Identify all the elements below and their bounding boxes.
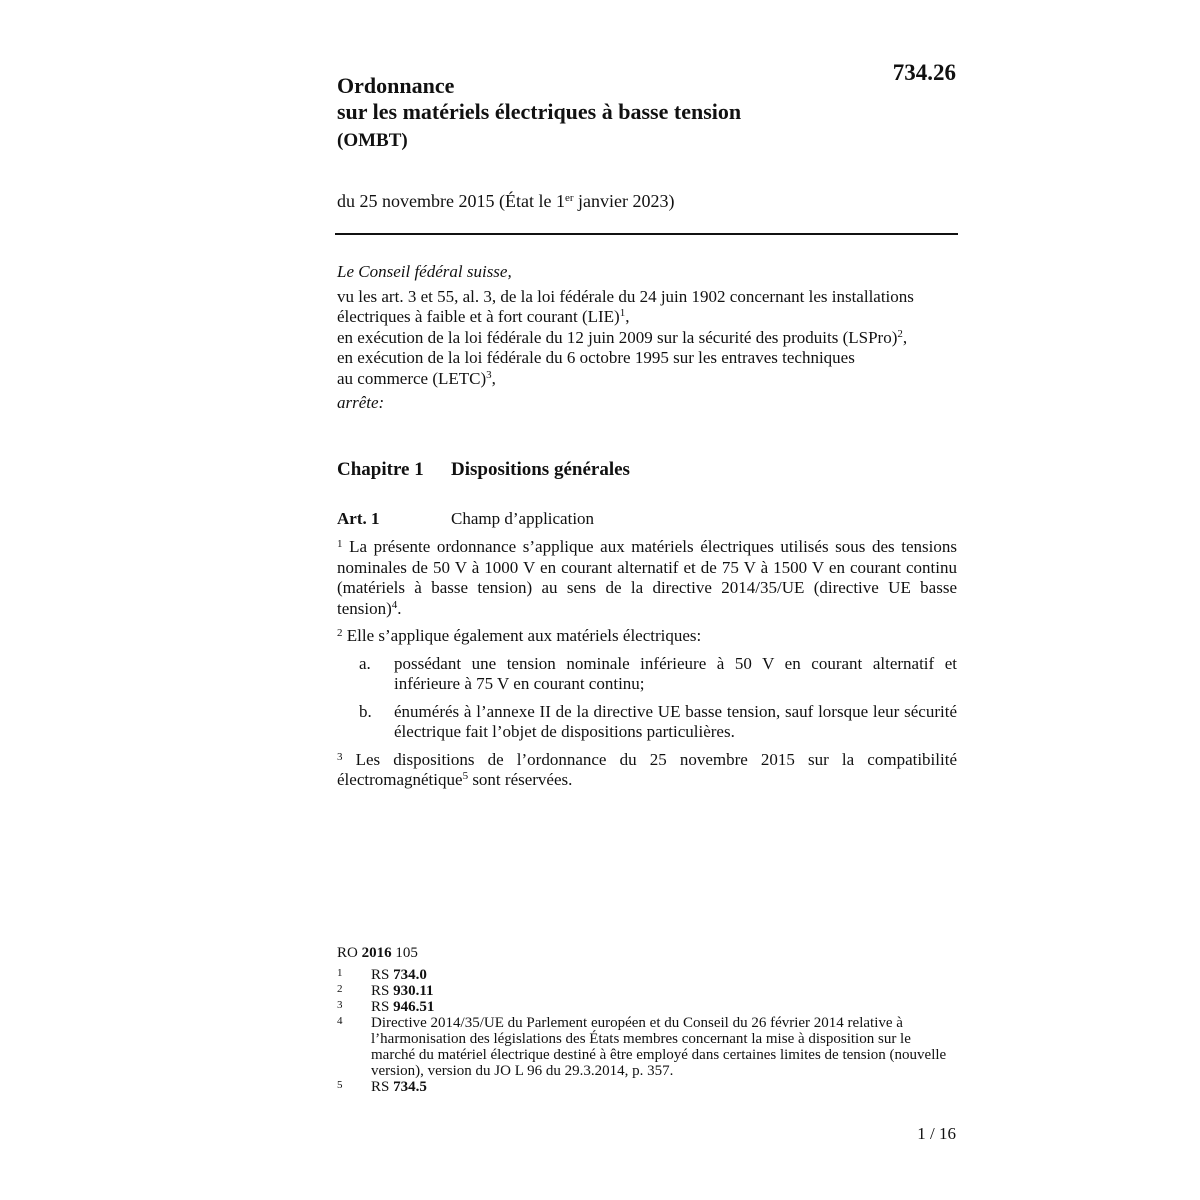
footnote-ref-link[interactable]: 946.51	[393, 999, 435, 1015]
preamble-vu-text: vu les art. 3 et 55, al. 3, de la loi fédérale du 24 juin 1902 concernant les installations électriques à faible et à fort courant (LIE)	[337, 286, 914, 326]
footnote-ref-3[interactable]: 3	[486, 368, 492, 381]
footnote-number: 3	[337, 999, 343, 1011]
preamble-vu	[337, 287, 957, 328]
paragraph-3-number: 3	[337, 750, 343, 763]
footnote-text	[371, 1079, 957, 1095]
document-date	[337, 191, 674, 212]
footnote-number: 2	[337, 983, 343, 995]
footnote	[337, 983, 957, 999]
paragraph-1-end: .	[397, 598, 402, 618]
list-item-marker: b.	[359, 701, 372, 721]
paragraph-1-text: La présente ordonnance s’applique aux matériels électriques utilisés sous des tensions nominales de 50 V à 1000 V en courant alternatif et de 75 V à 1500 V en courant continu (matériels à basse tension) au sens de la directive 2014/35/UE (directive UE basse tension)	[337, 537, 957, 618]
footnote-number: 1	[337, 967, 343, 979]
official-compilation-ref	[337, 945, 957, 961]
list-item	[337, 702, 957, 743]
ro-prefix: RO	[337, 945, 362, 961]
footnote	[337, 1015, 957, 1079]
footnote-ref-link[interactable]: 930.11	[393, 983, 434, 999]
preamble-exec-1	[337, 328, 957, 349]
preamble-exec-1-end: ,	[902, 327, 908, 347]
preamble-authority: Le Conseil fédéral suisse,	[337, 262, 512, 281]
footnote-text: Directive 2014/35/UE du Parlement européen et du Conseil du 26 février 2014 relative à l’harmonisation des législations des États membres concernant la mise à disposition sur le marché du matériel électrique destiné à être employé dans certaines limites de tension (nouvelle version), version du JO L 96 du 29.3.2014, p. 357.	[371, 1015, 947, 1079]
paragraph-3-text: Les dispositions de l’ordonnance du 25 novembre 2015 sur la compatibilité électromagnétique	[337, 749, 957, 789]
title-line-2: sur les matériels électriques à basse tension	[337, 99, 742, 124]
title-line-1: Ordonnance	[337, 73, 455, 98]
paragraph-2-number: 2	[337, 627, 343, 639]
footnote-prefix: RS	[371, 983, 394, 999]
title-abbreviation: (OMBT)	[337, 130, 408, 151]
paragraph-2	[337, 626, 957, 647]
list-item-marker: a.	[359, 653, 371, 673]
preamble-arrete: arrête:	[337, 393, 385, 412]
page-number: 1 / 16	[917, 1124, 956, 1143]
paragraph-3-end: sont réservées.	[468, 770, 573, 789]
footnote	[337, 967, 957, 983]
footnote-text	[371, 967, 957, 983]
footnote-ref-link[interactable]: 734.5	[393, 1079, 427, 1095]
footnote-ref-1[interactable]: 1	[619, 307, 626, 319]
header-divider	[335, 233, 958, 235]
footnote-text	[371, 999, 957, 1015]
footnote-ref-4[interactable]: 4	[391, 598, 398, 611]
article-body	[337, 537, 957, 798]
footnote-prefix: RS	[371, 1079, 394, 1095]
paragraph-1	[337, 537, 957, 619]
footnote-ref-5[interactable]: 5	[462, 770, 469, 782]
preamble-exec-2-line-1: en exécution de la loi fédérale du 6 octobre 1995 sur les entraves techniques	[337, 348, 855, 367]
date-suffix: janvier 2023)	[573, 191, 675, 211]
footnote-number: 4	[337, 1015, 343, 1027]
preamble	[337, 262, 957, 414]
footnote-text	[371, 983, 957, 999]
article-label: Art. 1	[337, 509, 380, 528]
paragraph-2-text: Elle s’applique également aux matériels électriques:	[342, 626, 702, 645]
footnote-number: 5	[337, 1079, 343, 1091]
footnote-prefix: RS	[371, 967, 394, 983]
date-prefix: du 25 novembre 2015 (État le 1	[337, 191, 565, 211]
list-item-text: possédant une tension nominale inférieure à 50 V en courant alternatif et inférieure à 75 V en courant continu;	[394, 653, 957, 693]
chapter-heading	[337, 459, 630, 481]
article-heading	[337, 509, 594, 529]
preamble-exec-2-end: ,	[491, 368, 496, 388]
list-item	[337, 654, 957, 695]
footnote-ref-2[interactable]: 2	[897, 327, 903, 340]
sr-number: 734.26	[892, 60, 956, 85]
date-superscript: er	[564, 192, 574, 204]
preamble-exec-2	[337, 348, 957, 389]
preamble-exec-2-line-2: au commerce (LETC)	[337, 368, 487, 388]
footnotes	[337, 945, 957, 1095]
footnote	[337, 1079, 957, 1095]
document-title	[337, 73, 741, 154]
chapter-label: Chapitre 1	[337, 459, 424, 480]
paragraph-3	[337, 750, 957, 791]
ro-year: 2016	[361, 945, 392, 961]
footnote	[337, 999, 957, 1015]
preamble-vu-end: ,	[625, 307, 630, 326]
list-item-text: énumérés à l’annexe II de la directive UE basse tension, sauf lorsque leur sécurité électrique fait l’objet de dispositions particulières.	[394, 701, 957, 741]
preamble-exec-1-text: en exécution de la loi fédérale du 12 juin 2009 sur la sécurité des produits (LSPro)	[337, 327, 898, 347]
footnote-prefix: RS	[371, 999, 394, 1015]
article-title: Champ d’application	[451, 509, 595, 528]
footnote-ref-link[interactable]: 734.0	[393, 967, 427, 983]
paragraph-1-number: 1	[337, 538, 343, 550]
chapter-title: Dispositions générales	[451, 459, 630, 480]
ro-page: 105	[391, 945, 418, 961]
